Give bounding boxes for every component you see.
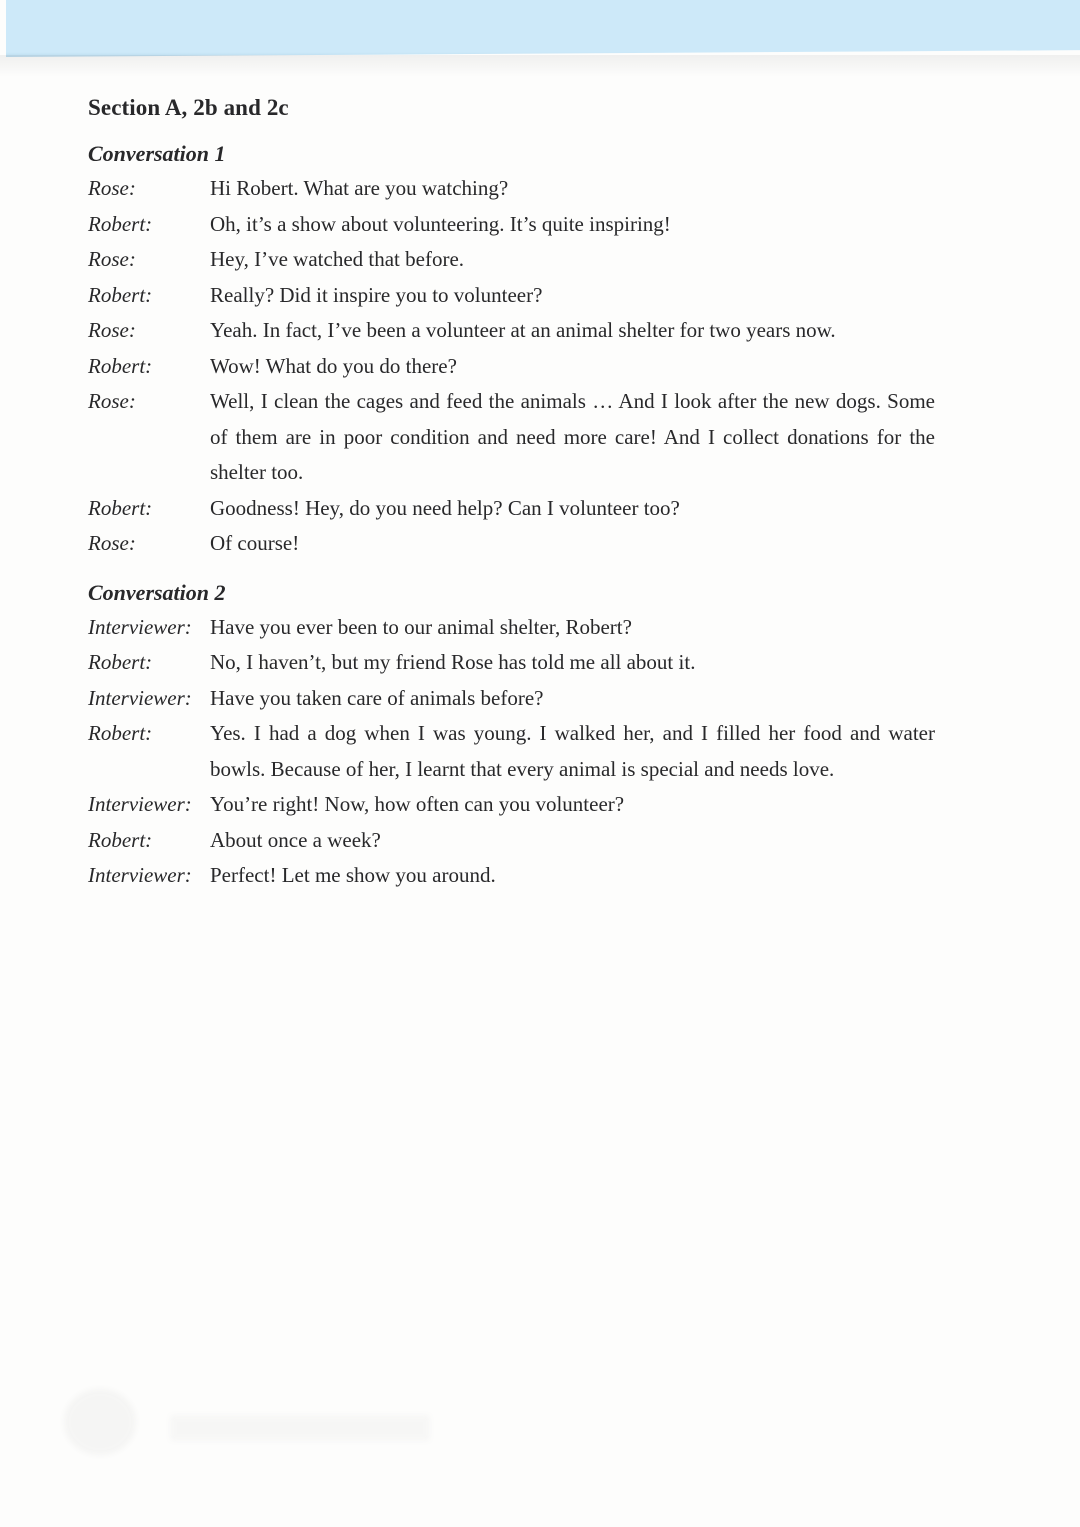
dialogue-row bbox=[88, 171, 938, 207]
speaker-label: Rose: bbox=[88, 176, 136, 200]
utterance-text: Really? Did it inspire you to volunteer? bbox=[210, 282, 543, 307]
dialogue-row bbox=[88, 384, 938, 491]
utterance-text: Yes. I had a dog when I was young. I walked her, and I filled her food and water bowls. Because of her, I learnt that every animal is special and needs love. bbox=[210, 721, 935, 781]
speaker-label: Interviewer: bbox=[88, 614, 192, 639]
speaker-label: Robert: bbox=[88, 827, 153, 852]
dialogue-row bbox=[88, 313, 938, 349]
utterance-text: You’re right! Now, how often can you volunteer? bbox=[210, 792, 625, 816]
speaker-label: Robert: bbox=[88, 721, 153, 745]
speaker-label: Rose: bbox=[88, 247, 136, 271]
utterance-text: Have you ever been to our animal shelter, Robert? bbox=[210, 614, 632, 639]
utterance-text: Have you taken care of animals before? bbox=[210, 685, 544, 710]
dialogue-row bbox=[88, 716, 938, 787]
speaker-label: Robert: bbox=[88, 353, 153, 378]
utterance-text: About once a week? bbox=[210, 827, 381, 852]
speaker-label: Robert: bbox=[88, 495, 153, 520]
utterance-text: Hey, I’ve watched that before. bbox=[210, 247, 465, 271]
dialogue-row bbox=[88, 526, 938, 562]
utterance-text: Wow! What do you do there? bbox=[210, 353, 457, 378]
header-band bbox=[6, 0, 1080, 57]
speaker-label: Rose: bbox=[88, 531, 136, 555]
speaker-label: Robert: bbox=[88, 282, 153, 307]
utterance-text: Oh, it’s a show about volunteering. It’s quite inspiring! bbox=[210, 211, 671, 236]
conversation-2-title: Conversation 2 bbox=[88, 579, 226, 605]
dialogue-row bbox=[88, 278, 938, 314]
speaker-label: Interviewer: bbox=[88, 792, 192, 816]
conversation-1-title: Conversation 1 bbox=[88, 141, 226, 166]
utterance-text: Yeah. In fact, I’ve been a volunteer at an animal shelter for two years now. bbox=[210, 318, 836, 342]
dialogue-row bbox=[88, 787, 938, 823]
dialogue-row bbox=[88, 242, 938, 278]
utterance-text: Well, I clean the cages and feed the animals … And I look after the new dogs. Some of them are in poor condition and need more care! And I collect donations for the shelter too. bbox=[210, 389, 935, 484]
speaker-label: Robert: bbox=[88, 650, 153, 674]
speaker-label: Interviewer: bbox=[88, 863, 192, 887]
watermark bbox=[30, 1357, 450, 1487]
dialogue-row bbox=[88, 610, 938, 646]
dialogue-row bbox=[88, 823, 938, 859]
utterance-text: Hi Robert. What are you watching? bbox=[210, 176, 509, 200]
header-band-shadow bbox=[0, 55, 1080, 77]
utterance-text: No, I haven’t, but my friend Rose has told me all about it. bbox=[210, 650, 696, 674]
dialogue-row bbox=[88, 681, 938, 717]
dialogue-row bbox=[88, 349, 938, 385]
script-content bbox=[88, 93, 938, 894]
speaker-label: Rose: bbox=[88, 389, 136, 413]
utterance-text: Goodness! Hey, do you need help? Can I volunteer too? bbox=[210, 495, 680, 520]
dialogue-row bbox=[88, 645, 938, 681]
section-heading: Section A, 2b and 2c bbox=[88, 95, 289, 120]
utterance-text: Perfect! Let me show you around. bbox=[210, 863, 496, 887]
utterance-text: Of course! bbox=[210, 531, 300, 555]
speaker-label: Rose: bbox=[88, 318, 136, 342]
dialogue-row bbox=[88, 207, 938, 243]
dialogue-row bbox=[88, 491, 938, 527]
dialogue-row bbox=[88, 858, 938, 894]
speaker-label: Interviewer: bbox=[88, 685, 192, 710]
speaker-label: Robert: bbox=[88, 211, 153, 236]
